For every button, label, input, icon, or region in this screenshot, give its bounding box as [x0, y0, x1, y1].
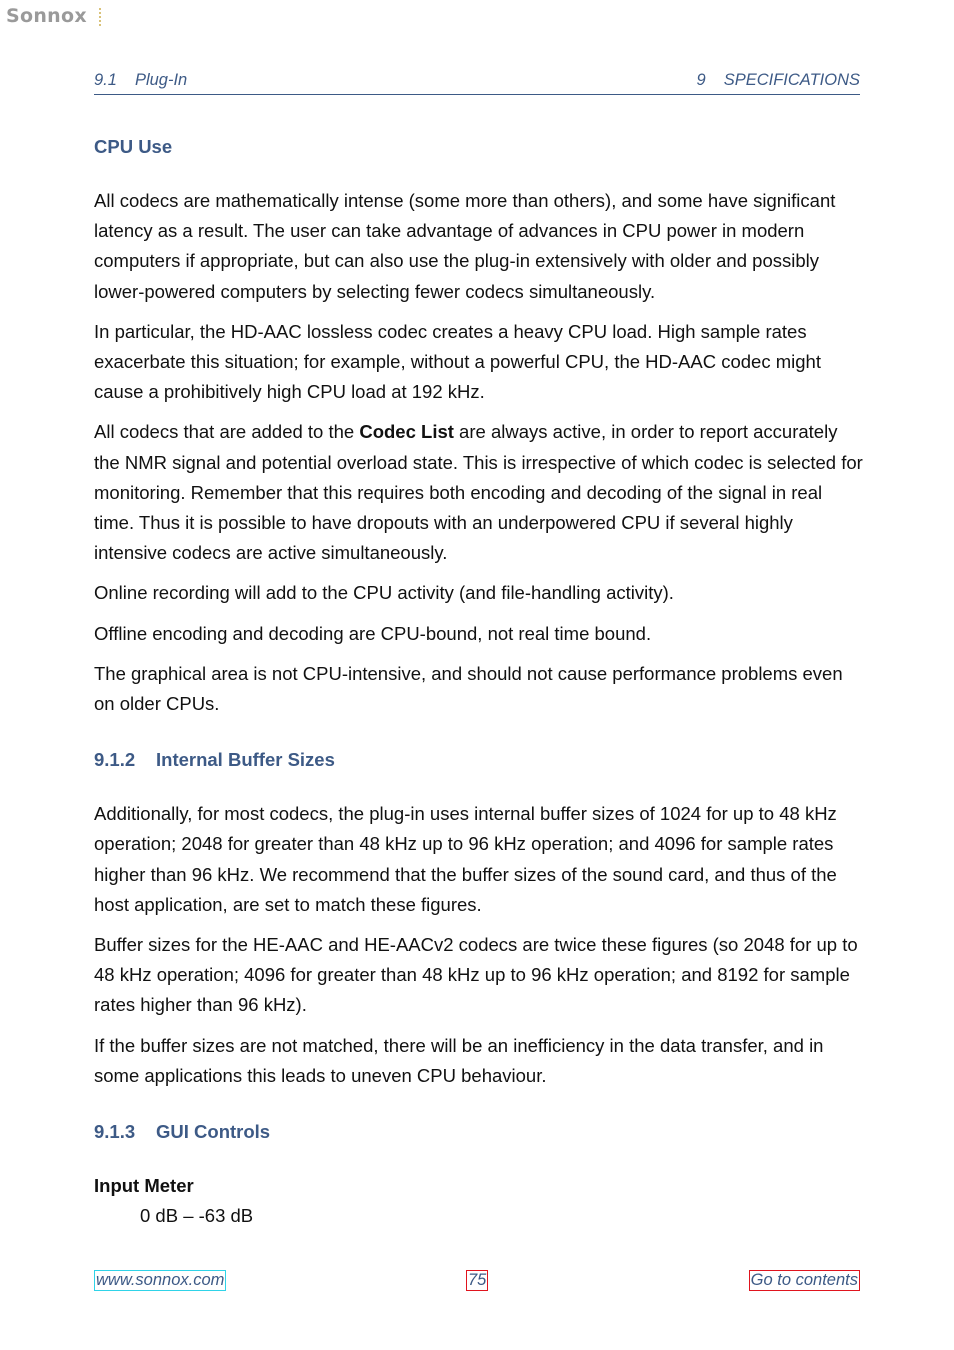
buffer-section-number: 9.1.2: [94, 749, 136, 771]
cpu-paragraph-3: [94, 417, 864, 568]
cpu-paragraph-6: The graphical area is not CPU-intensive, and should not cause performance problems even on older CPUs.: [94, 662, 843, 715]
cpu-paragraph-4: Online recording will add to the CPU activity (and file-handling activity).: [94, 582, 674, 604]
buffer-paragraph-3: If the buffer sizes are not matched, there will be an inefficiency in the data transfer, and in some applications this leads to uneven CPU behaviour.: [94, 1034, 824, 1086]
cpu-use-heading: CPU Use: [94, 136, 173, 157]
input-meter-label: Input Meter: [94, 1175, 194, 1197]
page-content: [94, 136, 864, 1231]
header-section-number: 9.1: [94, 71, 117, 89]
header-section-title: Plug-In: [134, 71, 188, 89]
codec-list-term: Codec List: [359, 421, 454, 443]
buffer-sizes-heading: [94, 749, 864, 771]
gui-section-number: 9.1.3: [94, 1121, 136, 1143]
gui-section-title: GUI Controls: [156, 1121, 271, 1143]
input-meter-range: 0 dB – -63 dB: [140, 1205, 254, 1227]
logo-dots-decoration: [99, 8, 104, 26]
page-header: [94, 71, 860, 95]
header-chapter-number: 9: [696, 71, 706, 89]
header-section: [94, 71, 187, 90]
cpu-paragraph-2: In particular, the HD-AAC lossless codec creates a heavy CPU load. High sample rates exacerbate this situation; for example, without a powerful CPU, the HD-AAC codec might cause a prohibitively high CPU load at 192 kHz.: [94, 320, 821, 403]
buffer-paragraph-2: Buffer sizes for the HE-AAC and HE-AACv2 codecs are twice these figures (so 2048 for up to 48 kHz operation; 4096 for greater than 48 kHz up to 96 kHz operation; and 8192 for sample rates higher than 96 kHz).: [94, 934, 858, 1016]
sonnox-logo: Sonnox: [6, 5, 87, 27]
buffer-paragraph-1: Additionally, for most codecs, the plug-in uses internal buffer sizes of 1024 for up to 48 kHz operation; 2048 for greater than 48 kHz up to 96 kHz operation; and 4096 for sample rates higher than 96 kHz. We recommend that the buffer sizes of the sound card, and thus of the host application, are set to match these figures.: [94, 803, 837, 915]
header-chapter-title: SPECIFICATIONS: [723, 71, 860, 89]
gui-controls-heading: [94, 1121, 864, 1143]
cpu-paragraph-3-pre: All codecs that are added to the: [94, 421, 360, 443]
buffer-section-title: Internal Buffer Sizes: [156, 749, 335, 771]
cpu-paragraph-1: All codecs are mathematically intense (some more than others), and some have significant latency as a result. The user can take advantage of advances in CPU power in modern computers if appropriate, but can also use the plug-in extensively with older and possibly lower-powered computers by selecting fewer codecs simultaneously.: [94, 190, 836, 302]
cpu-paragraph-5: Offline encoding and decoding are CPU-bound, not real time bound.: [94, 622, 652, 644]
go-to-contents-link[interactable]: Go to contents: [750, 1271, 858, 1289]
page-number-link[interactable]: 75: [468, 1271, 487, 1289]
cpu-paragraph-3-post: are always active, in order to report accurately the NMR signal and potential overload state. This is irrespective of which codec is selected for monitoring. Remember that this requires both encoding and decoding of the signal in real time. Thus it is possible to have dropouts with an underpowered CPU if several highly intensive codecs are active simultaneously.: [94, 421, 863, 564]
website-link[interactable]: www.sonnox.com: [96, 1271, 225, 1289]
page-footer: [94, 1270, 860, 1292]
header-chapter: [697, 71, 860, 90]
